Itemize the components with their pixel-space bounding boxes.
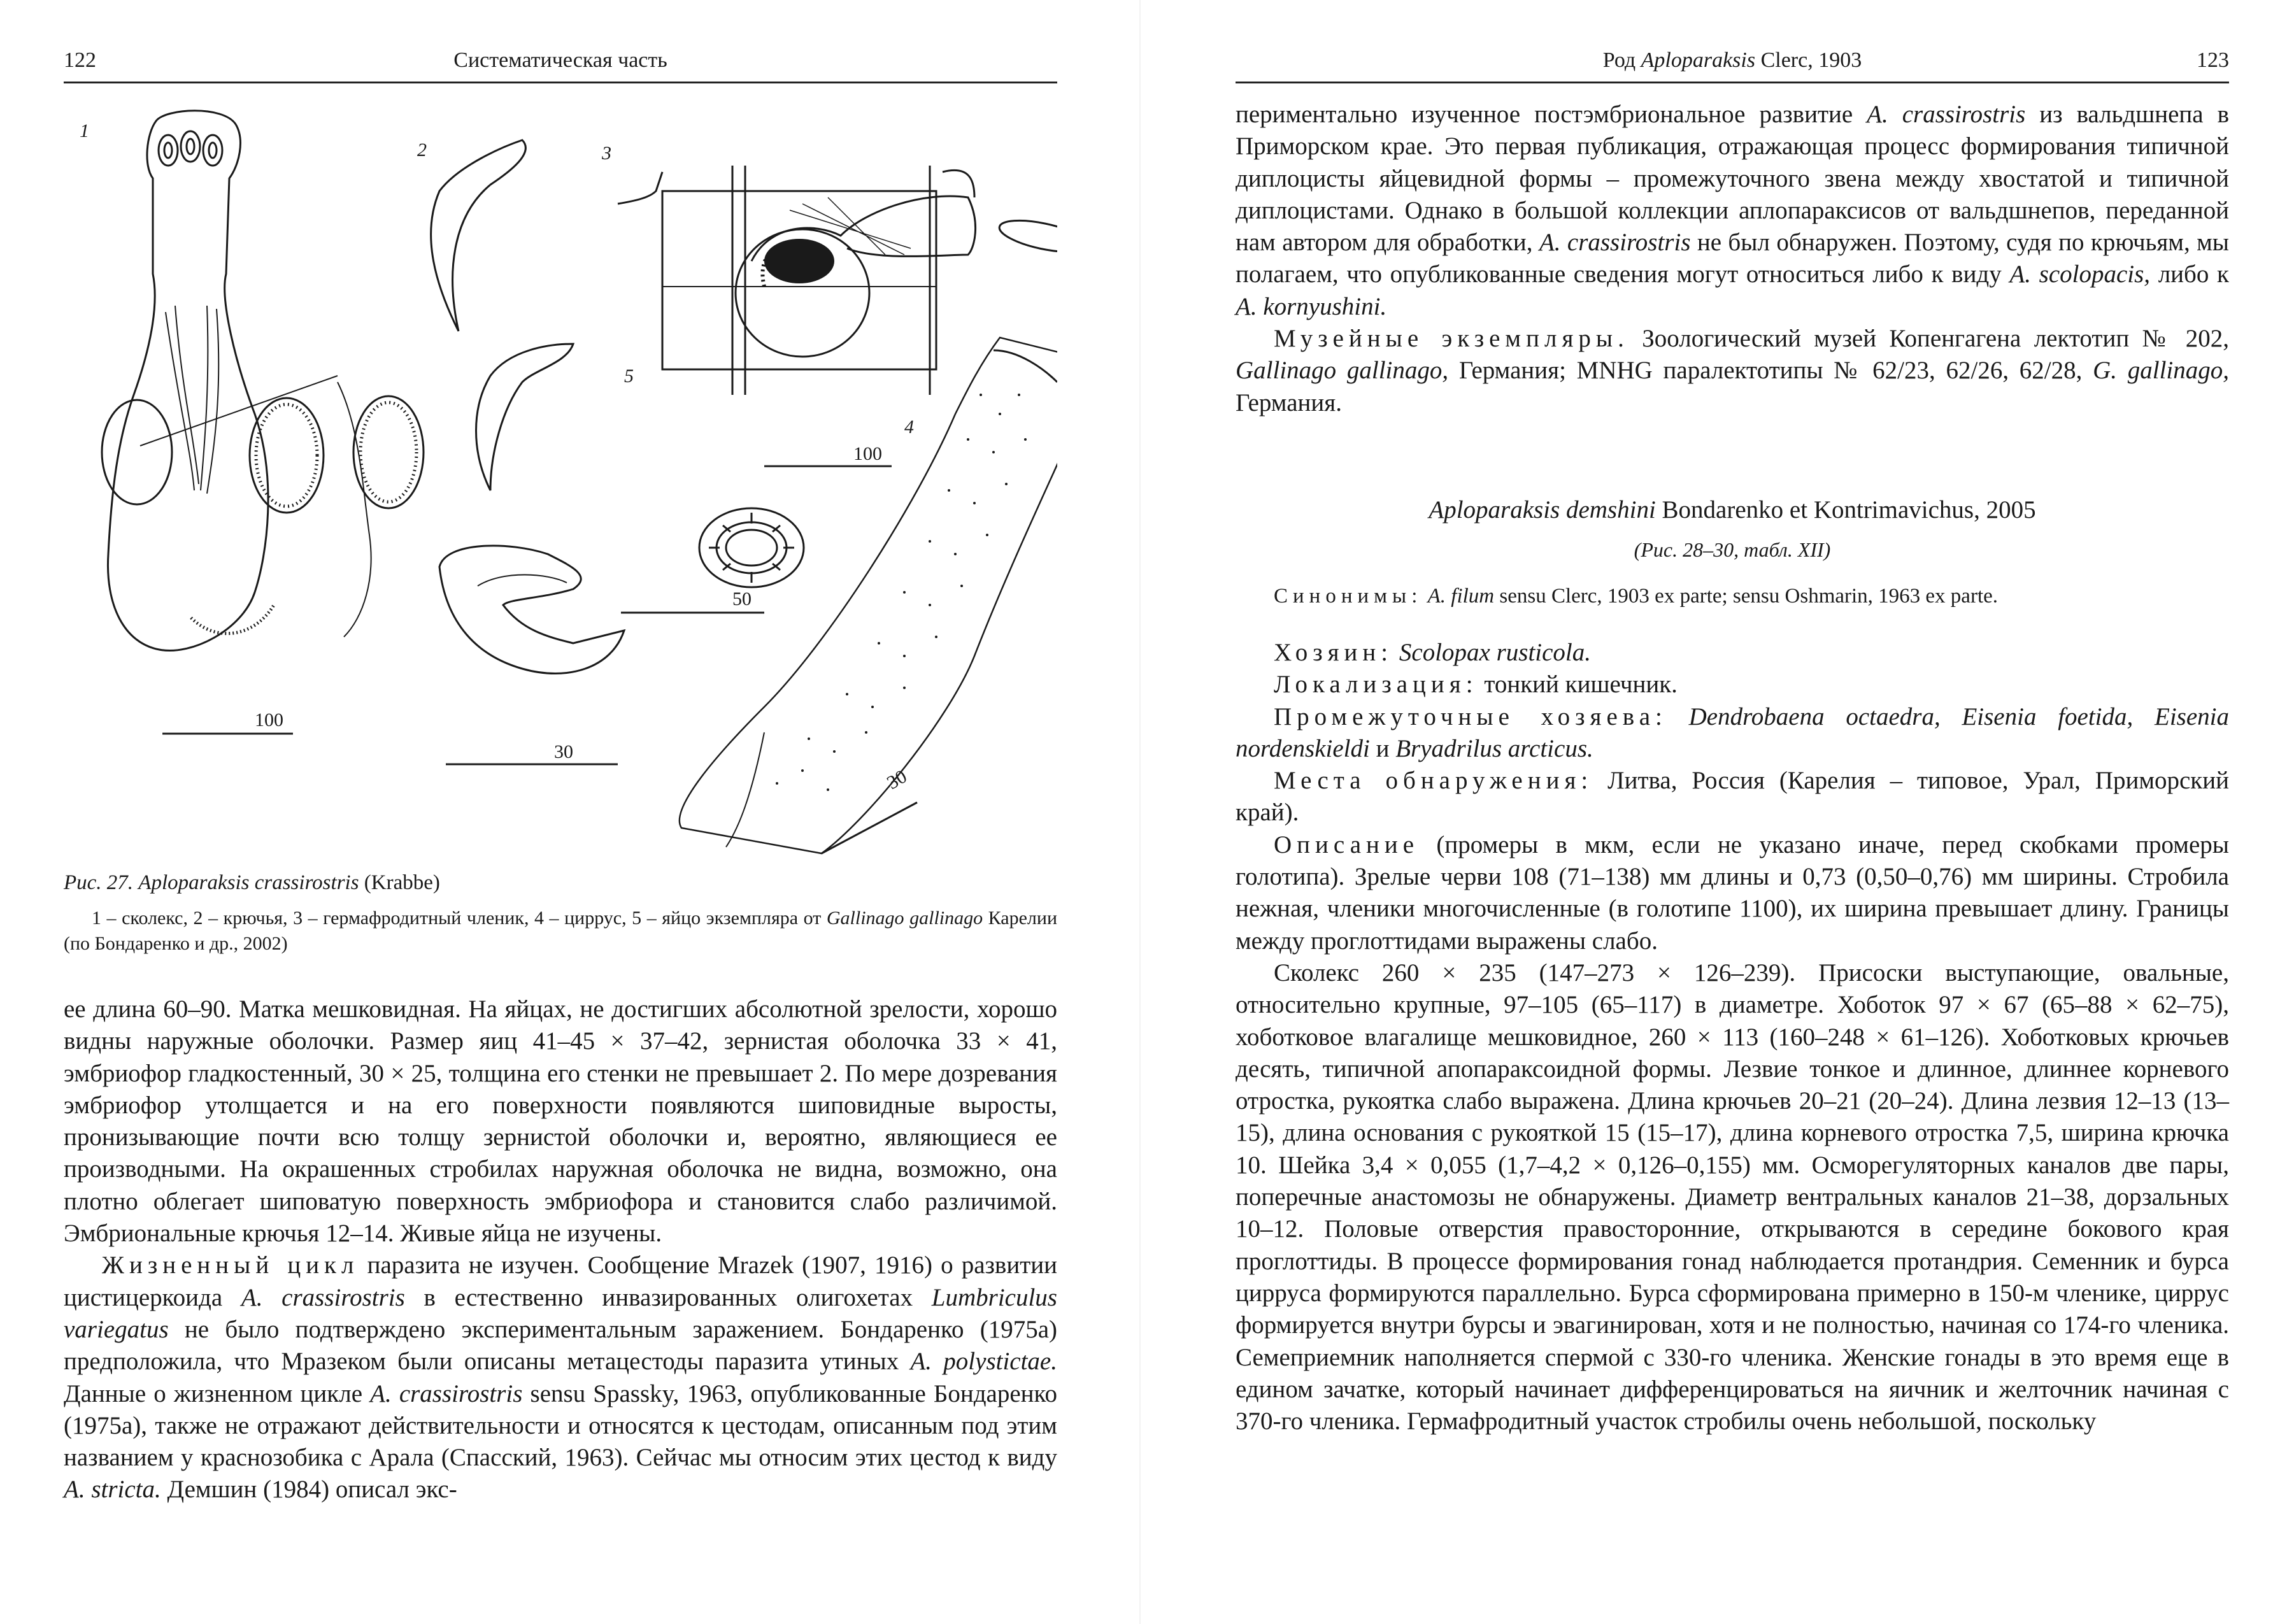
cirrus-stipple bbox=[776, 394, 1027, 791]
cont-italic-4: A. kornyushini. bbox=[1236, 292, 1387, 320]
lc-text-4: Данные о жизненном цикле bbox=[64, 1379, 371, 1407]
museum-italic-2: G. gallinago, bbox=[2093, 357, 2230, 385]
egg-spines bbox=[709, 513, 794, 583]
scolex-drawing bbox=[102, 111, 424, 651]
localization-heading: Локализация: bbox=[1274, 671, 1478, 699]
lc-italic-5: A. stricta. bbox=[64, 1476, 161, 1504]
hooks-drawing bbox=[431, 140, 624, 674]
species-heading bbox=[1236, 495, 2229, 524]
synonyms-heading: Синонимы: bbox=[1274, 585, 1423, 608]
figure-caption-body bbox=[64, 906, 1057, 957]
caption-title-author: (Krabbe) bbox=[364, 871, 440, 894]
locations-line bbox=[1236, 765, 2229, 829]
intermediate-hosts-text: и bbox=[1369, 734, 1396, 762]
host-value: Scolopax rusticola. bbox=[1393, 639, 1592, 666]
rt-genus: Aploparaksis bbox=[1641, 48, 1756, 72]
synonyms-text: sensu Clerc, 1903 ex parte; sensu Oshmarin, 1963 ex parte. bbox=[1494, 585, 1999, 608]
description-paragraph bbox=[1236, 829, 2229, 957]
museum-text-2: Германия; MNHG паралектотипы № 62/23, 62/26, 62/28, bbox=[1448, 357, 2093, 385]
locations-heading: Места обнаружения: bbox=[1274, 767, 1593, 795]
figure-label-5: 5 bbox=[624, 366, 634, 387]
right-running-title bbox=[1236, 48, 2229, 73]
right-page-number: 123 bbox=[2197, 48, 2229, 72]
figure-label-3: 3 bbox=[602, 143, 611, 164]
caption-body-italic: Gallinago gallinago bbox=[826, 908, 983, 929]
figure-caption-title bbox=[64, 871, 1057, 895]
scale-label-cirrus: 30 bbox=[883, 766, 911, 794]
lc-text-5: sensu Spassky, 1963, опубликованные Бондаренко (1975а), также не отражают действительности и относятся к цестодам, описанным под этим названием у краснозобика с Арала (Спасский, 1963). Сейчас мы относим этих цестод к виду bbox=[64, 1379, 1058, 1472]
synonyms-italic: A. filum bbox=[1422, 585, 1495, 608]
host-line bbox=[1236, 637, 2229, 669]
lc-italic-3: A. polystictae. bbox=[910, 1348, 1057, 1376]
museum-italic-1: Gallinago gallinago, bbox=[1236, 357, 1449, 385]
lc-text-2: в естественно инвазированных олигохетах bbox=[404, 1283, 932, 1311]
cont-text-2: из вальдшнепа в Приморском крае. Это первая публикация, отражающая процесс формирования типичной диплоцисты яйцевидной формы – промежуточного звена между хвостатой и типичной диплоцистами. Однако в большой коллекции аплопараксисов от вальдшнепов, переданной нам автором для обработки, bbox=[1236, 101, 2229, 257]
figure-label-1: 1 bbox=[80, 120, 89, 141]
scale-label-egg: 50 bbox=[732, 588, 752, 609]
scale-label-scolex: 100 bbox=[255, 709, 283, 730]
intermediate-hosts-italic-1: Dendrobaena octaedra, Eisenia foetida, Eisenia nordenskieldi bbox=[1236, 702, 2229, 762]
scale-label-segment: 100 bbox=[853, 443, 882, 464]
right-body-main bbox=[1236, 637, 2229, 1437]
intermediate-hosts-line bbox=[1236, 701, 2229, 766]
scolex-paragraph: Сколекс 260 × 235 (147–273 × 126–239). Присоски выступающие, овальные, относительно крупные, 97–105 (65–117) в диаметре. Хоботок 97 × 67 (65–88 × 62–75), хоботковое влагалище мешковидное, 260 × 113 (160–248 × 61–126). Хоботковых крючьев десять, типичной апопараксоидной формы. Лезвие тонкое и длинное, длиннее корневого отростка, рукоятка слабо выражена. Длина крючьев 20–21 (20–24). Длина лезвия 12–13 (13–15), длина основания с рукояткой 15 (15–17), длина корневого отростка 7,5, ширина крючка 10. Шейка 3,4 × 0,055 (1,7–4,2 × 0,126–0,155) мм. Осморегуляторных каналов две пары, поперечные анастомозы не обнаружены. Диаметр вентральных каналов 21–38, дорзальных 10–12. Половые отверстия правосторонние, открываются в середине бокового края проглоттиды. В процессе формирования гонад наблюдается протандрия. Семенник и бурса цирруса формируются параллельно. Бурса сформирована примерно в 150-м членике, циррус формируется внутри бурсы и эвагинирован, хотя и не полностью, начиная со 174-го членика. Семеприемник наполняется спермой с 330-го членика. Женские гонады в это время еще в едином зачатке, который начинает дифференцироваться на яичник и желточник начиная с 370-го членика. Гермафродитный участок стробилы очень небольшой, поскольку bbox=[1236, 958, 2229, 1435]
figure-label-2: 2 bbox=[417, 139, 427, 160]
species-authors: Bondarenko et Kontrimavichus, 2005 bbox=[1655, 496, 2036, 524]
museum-text-1: Зоологический музей Копенгагена лектотип № 202, bbox=[1628, 325, 2229, 353]
cont-italic-1: A. crassirostris bbox=[1867, 101, 2026, 128]
species-figure-ref: (Рис. 28–30, табл. XII) bbox=[1634, 538, 1831, 561]
cont-italic-2: A. crassirostris bbox=[1539, 229, 1691, 257]
figure-27 bbox=[64, 96, 1057, 866]
description-heading: Описание bbox=[1274, 830, 1420, 858]
left-running-head bbox=[64, 43, 1057, 83]
museum-paragraph bbox=[1236, 323, 2229, 419]
rt-prefix: Род bbox=[1602, 48, 1641, 72]
figure-27-drawing bbox=[64, 96, 1057, 866]
museum-heading: Музейные экземпляры. bbox=[1274, 325, 1629, 353]
rt-suffix: Clerc, 1903 bbox=[1755, 48, 1862, 72]
cont-italic-3: A. scolopacis, bbox=[2009, 260, 2151, 288]
left-paragraph-2 bbox=[64, 1250, 1057, 1506]
localization-value: тонкий кишечник. bbox=[1478, 671, 1678, 699]
cont-text-3: не был обнаружен. Поэтому, судя по крючьям, мы полагаем, что опубликованные сведения могут относиться либо к виду bbox=[1236, 229, 2229, 288]
species-name: Aploparaksis demshini bbox=[1429, 496, 1656, 524]
cont-text-1: периментально изученное постэмбриональное развитие bbox=[1236, 101, 1867, 128]
description-value: (промеры в мкм, если не указано иначе, перед скобками промеры голотипа). Зрелые черви 108 (71–138) мм длины и 0,73 (0,50–0,76) мм ширины. Стробила нежная, членики многочисленные (в голотипе 1100), их ширина превышает длину. Границы между проглоттидами выражены слабо. bbox=[1236, 830, 2229, 955]
lc-text-3: не было подтверждено экспериментальным заражением. Бондаренко (1975а) предположила, что Мразеком были описаны метацестоды паразита утиных bbox=[64, 1315, 1057, 1376]
lc-text-6: Демшин (1984) описал экс- bbox=[160, 1476, 457, 1504]
lc-text-1: паразита не изучен. Сообщение Mrazek (1907, 1916) о развитии цистицеркоида bbox=[64, 1251, 1057, 1311]
left-paragraph-1: ее длина 60–90. Матка мешковидная. На яйцах, не достигших абсолютной зрелости, хорошо видны наружные оболочки. Размер яиц 41–45 × 37–42, зернистая оболочка 33 × 41, эмбриофор гладкостенный, 30 × 25, толщина его стенки не превышает 2. По мере дозревания эмбриофор утолщается и на его поверхности появляются шиповидные выросты, пронизывающие почти всю толщу зернистой оболочки и, вероятно, являющиеся ее производными. На окрашенных стробилах наружная оболочка не видна, возможно, она плотно облегает шиповатую поверхность эмбриофора и становится слабо различимой. Эмбриональные крючья 12–14. Живые яйца не изучены. bbox=[64, 995, 1057, 1248]
continuation-paragraph bbox=[1236, 99, 2229, 323]
intermediate-hosts-heading: Промежуточные хозяева: bbox=[1274, 702, 1667, 730]
lc-italic-2: Lumbriculus variegatus bbox=[64, 1283, 1057, 1343]
segment-drawing bbox=[618, 166, 1057, 395]
lc-italic-1: A. crassirostris bbox=[241, 1283, 405, 1311]
scale-bars bbox=[162, 466, 917, 853]
figure-label-4: 4 bbox=[904, 417, 914, 438]
cont-text-4: либо к bbox=[2150, 260, 2229, 288]
lc-italic-4: A. crassirostris bbox=[370, 1379, 523, 1407]
left-page-number: 122 bbox=[64, 48, 96, 72]
caption-body-tail: Карелии (по Бондаренко и др., 2002) bbox=[64, 908, 1057, 954]
caption-body-plain: 1 – сколекс, 2 – крючья, 3 – гермафродитный членик, 4 – циррус, 5 – яйцо экземпляра от bbox=[92, 908, 827, 929]
left-running-title: Систематическая часть bbox=[453, 48, 667, 72]
right-body-top bbox=[1236, 99, 2229, 419]
right-running-head bbox=[1236, 43, 2229, 83]
life-cycle-heading: Жизненный цикл bbox=[102, 1251, 359, 1279]
synonyms-line bbox=[1236, 585, 2229, 608]
left-body-text bbox=[64, 994, 1057, 1506]
right-page bbox=[1140, 0, 2280, 1624]
scale-label-hooks: 30 bbox=[554, 741, 573, 762]
locations-value: Литва, Россия (Карелия – типовое, Урал, Приморский край). bbox=[1236, 767, 2229, 827]
caption-title-prefix: Рис. 27. Aploparaksis crassirostris bbox=[64, 871, 359, 894]
museum-text-3: Германия. bbox=[1236, 388, 1342, 417]
intermediate-hosts-italic-2: Bryadrilus arcticus. bbox=[1395, 734, 1593, 762]
host-heading: Хозяин: bbox=[1274, 639, 1393, 666]
localization-line bbox=[1236, 669, 2229, 701]
